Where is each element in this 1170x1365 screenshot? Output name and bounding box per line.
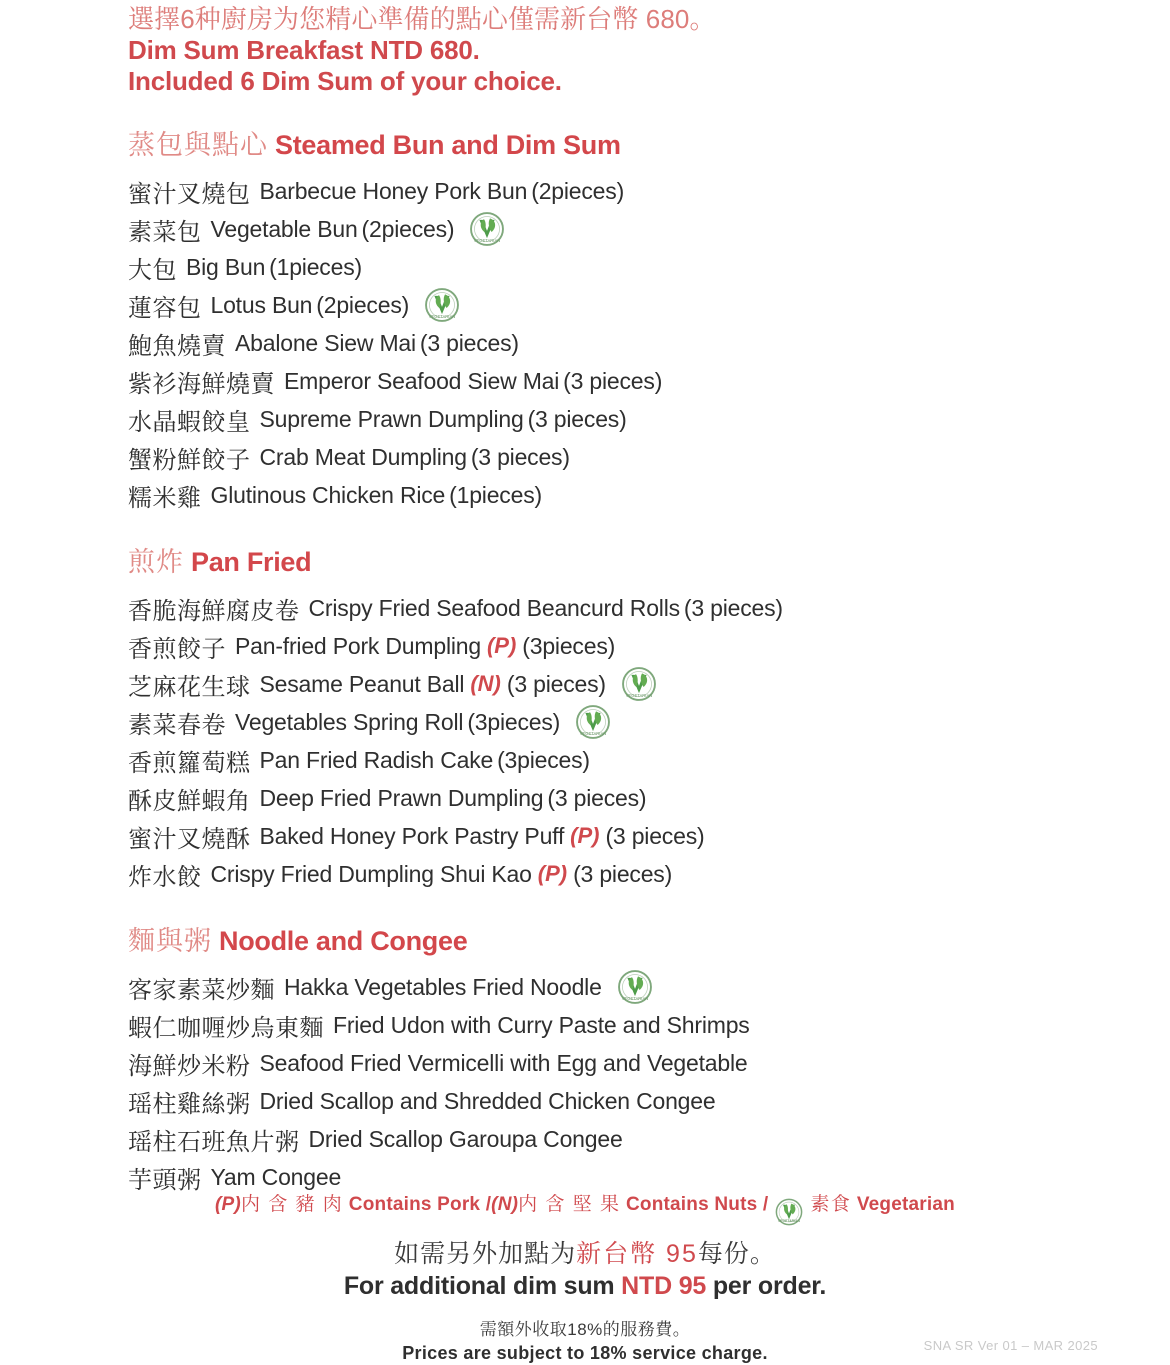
vegetarian-logo-icon (468, 210, 506, 248)
addl-cn-prefix: 如需另外加點为 (394, 1240, 577, 1268)
menu-item-english: Crispy Fried Dumpling Shui Kao (210, 860, 532, 887)
vegetarian-logo-icon (574, 703, 612, 741)
menu-item (128, 741, 1110, 779)
menu-item (128, 362, 1110, 400)
legend-nuts-tag: (N) (491, 1194, 519, 1216)
vegetarian-logo-icon (620, 665, 658, 703)
menu-item-chinese: 芝麻花生球 (128, 673, 251, 701)
menu-item (128, 817, 1110, 855)
menu-item-chinese: 香煎餃子 (128, 635, 226, 663)
menu-item-chinese: 大包 (128, 256, 177, 284)
menu-item-chinese: 蓮容包 (128, 294, 202, 322)
menu-item-allergen-tag: (N) (470, 671, 501, 696)
svg-text:VEGETARIAN: VEGETARIAN (474, 237, 501, 243)
menu-item-chinese: 鮑魚燒賣 (128, 332, 226, 360)
svg-text:VEGETARIAN: VEGETARIAN (778, 1219, 801, 1224)
menu-item-english: Vegetables Spring Roll (235, 708, 464, 735)
menu-item-quantity: (1pieces) (269, 253, 362, 280)
menu-item-chinese: 酥皮鮮蝦角 (128, 787, 251, 815)
menu-sections (60, 123, 1110, 1196)
menu-item-quantity: (3 pieces) (563, 367, 663, 394)
menu-item-english: Baked Honey Pork Pastry Puff (259, 822, 565, 849)
menu-section (60, 919, 1110, 1196)
menu-item-allergen-tag: (P) (570, 823, 600, 848)
menu-item (128, 438, 1110, 476)
menu-item (128, 779, 1110, 817)
menu-item (128, 589, 1110, 627)
menu-item-quantity: (3 pieces) (547, 784, 647, 811)
vegetarian-logo-icon (774, 1197, 804, 1227)
legend-separator-1: / (485, 1194, 492, 1216)
menu-item-english: Lotus Bun (210, 291, 313, 318)
menu-item-quantity: (3 pieces) (419, 329, 519, 356)
menu-item-quantity: (3 pieces) (506, 670, 606, 697)
menu-item (128, 627, 1110, 665)
menu-item-quantity: (3 pieces) (605, 822, 705, 849)
legend-pork-english: Contains Pork (348, 1194, 481, 1216)
menu-item-quantity: (2pieces) (316, 291, 410, 318)
menu-item (128, 1120, 1110, 1158)
intro-line-english-price: Dim Sum Breakfast NTD 680. (128, 35, 480, 65)
service-charge-english: Prices are subject to 18% service charge. (402, 1343, 768, 1363)
menu-section (60, 540, 1110, 893)
menu-item (128, 855, 1110, 893)
menu-item-quantity: (3pieces) (467, 708, 561, 735)
section-heading (128, 123, 1110, 162)
legend-separator-2: / (762, 1194, 769, 1216)
menu-item (128, 286, 1110, 324)
menu-item (128, 665, 1110, 703)
vegetarian-logo-icon (423, 286, 461, 324)
menu-item-chinese: 香脆海鮮腐皮卷 (128, 597, 300, 625)
menu-item-chinese: 蜜汁叉燒包 (128, 180, 251, 208)
section-heading-english: Noodle and Congee (219, 926, 468, 956)
menu-item (128, 248, 1110, 286)
section-heading-chinese: 麵與粥 (128, 926, 212, 956)
menu-item-chinese: 香煎籮萄糕 (128, 749, 251, 777)
menu-item-english: Supreme Prawn Dumpling (259, 405, 524, 432)
menu-item-english: Abalone Siew Mai (235, 329, 416, 356)
menu-item-quantity: (2pieces) (531, 177, 625, 204)
legend-veg-english: Vegetarian (856, 1194, 955, 1216)
menu-item-chinese: 炸水餃 (128, 863, 202, 891)
menu-item-english: Crispy Fried Seafood Beancurd Rolls (308, 594, 680, 621)
menu-item-english: Crab Meat Dumpling (259, 443, 467, 470)
menu-item-quantity: (3 pieces) (527, 405, 627, 432)
menu-item-chinese: 蟹粉鮮餃子 (128, 446, 251, 474)
menu-item-list (128, 589, 1110, 893)
menu-item-english: Dried Scallop and Shredded Chicken Congee (259, 1087, 716, 1114)
menu-footer (0, 1189, 1170, 1365)
additional-order-note-chinese (0, 1238, 1170, 1270)
document-version-code: SNA SR Ver 01 – MAR 2025 (923, 1338, 1098, 1353)
menu-item-chinese: 客家素菜炒麵 (128, 976, 275, 1004)
menu-item-english: Yam Congee (210, 1163, 342, 1190)
legend-nuts-chinese: 内 含 堅 果 (518, 1194, 621, 1216)
menu-item-english: Sesame Peanut Ball (259, 670, 465, 697)
menu-item-chinese: 芋頭粥 (128, 1166, 202, 1194)
menu-item (128, 400, 1110, 438)
legend-veg-chinese: 素食 (810, 1194, 852, 1216)
menu-item-english: Hakka Vegetables Fried Noodle (284, 973, 602, 1000)
addl-en-suffix: per order. (706, 1272, 827, 1300)
menu-item-english: Pan Fried Radish Cake (259, 746, 494, 773)
svg-text:VEGETARIAN: VEGETARIAN (621, 995, 648, 1001)
menu-item-quantity: (3pieces) (522, 632, 616, 659)
additional-order-note (0, 1238, 1170, 1303)
menu-item-allergen-tag: (P) (537, 861, 568, 886)
menu-item-chinese: 海鮮炒米粉 (128, 1052, 251, 1080)
menu-item-english: Pan-fried Pork Dumpling (235, 632, 481, 659)
menu-item (128, 1006, 1110, 1044)
menu-item (128, 172, 1110, 210)
section-heading (128, 540, 1110, 579)
menu-item-chinese: 紫衫海鮮燒賣 (128, 370, 275, 398)
section-heading-chinese: 煎炸 (128, 547, 184, 577)
section-heading (128, 919, 1110, 958)
menu-item-chinese: 蝦仁咖喱炒烏東麵 (128, 1014, 324, 1042)
menu-item (128, 1044, 1110, 1082)
legend-pork-chinese: 内 含 豬 肉 (240, 1194, 344, 1216)
menu-item-english: Fried Udon with Curry Paste and Shrimps (333, 1011, 750, 1038)
menu-item-english: Big Bun (186, 253, 266, 280)
menu-item-quantity: (3 pieces) (470, 443, 570, 470)
additional-order-note-english (0, 1270, 1170, 1303)
menu-item-english: Seafood Fried Vermicelli with Egg and Vegetable (259, 1049, 748, 1076)
menu-item-quantity: (3pieces) (497, 746, 590, 773)
menu-item (128, 1082, 1110, 1120)
legend-pork-tag: (P) (215, 1194, 241, 1216)
addl-cn-price: 新台幣 95 (576, 1240, 698, 1268)
menu-item-chinese: 水晶蝦餃皇 (128, 408, 251, 436)
menu-item-chinese: 糯米雞 (128, 484, 202, 512)
vegetarian-logo-icon (616, 968, 654, 1006)
intro-line-english-choice: Included 6 Dim Sum of your choice. (128, 66, 562, 96)
menu-item-quantity: (3 pieces) (573, 860, 673, 887)
menu-item (128, 210, 1110, 248)
menu-item-chinese: 素菜春卷 (128, 711, 226, 739)
menu-section (60, 123, 1110, 514)
intro-line-chinese: 選擇6种廚房为您精心準備的點心僅需新台幣 680。 (128, 4, 716, 34)
menu-item-english: Barbecue Honey Pork Bun (259, 177, 528, 204)
menu-item (128, 703, 1110, 741)
addl-en-prefix: For additional dim sum (343, 1272, 622, 1300)
section-heading-english: Pan Fried (191, 547, 312, 577)
menu-item-allergen-tag: (P) (486, 633, 517, 658)
menu-item (128, 324, 1110, 362)
menu-item-quantity: (2pieces) (361, 215, 455, 242)
menu-item-english: Deep Fried Prawn Dumpling (259, 784, 544, 811)
menu-item-english: Emperor Seafood Siew Mai (284, 367, 560, 394)
menu-item-quantity: (1pieces) (449, 481, 542, 508)
menu-item-english: Vegetable Bun (210, 215, 358, 242)
menu-item (128, 476, 1110, 514)
legend-nuts-english: Contains Nuts (625, 1194, 758, 1216)
menu-item-chinese: 素菜包 (128, 218, 202, 246)
svg-text:VEGETARIAN: VEGETARIAN (428, 313, 456, 319)
addl-en-price: NTD 95 (621, 1272, 707, 1300)
menu-item-chinese: 瑶柱石班魚片粥 (128, 1128, 300, 1156)
menu-item-list (128, 968, 1110, 1196)
menu-item-english: Glutinous Chicken Rice (210, 481, 446, 508)
menu-item (128, 968, 1110, 1006)
menu-item-list (128, 172, 1110, 514)
service-charge-chinese: 需額外收取18%的服務費。 (479, 1320, 691, 1339)
allergen-legend (0, 1189, 1170, 1224)
svg-text:VEGETARIAN: VEGETARIAN (579, 730, 607, 736)
intro-block (60, 0, 1110, 97)
section-heading-chinese: 蒸包與點心 (128, 130, 268, 160)
svg-text:VEGETARIAN: VEGETARIAN (625, 692, 653, 698)
menu-item-quantity: (3 pieces) (683, 594, 783, 621)
section-heading-english: Steamed Bun and Dim Sum (275, 130, 621, 160)
menu-item-english: Dried Scallop Garoupa Congee (308, 1125, 623, 1152)
menu-item-chinese: 蜜汁叉燒酥 (128, 825, 251, 853)
menu-item-chinese: 瑶柱雞絲粥 (128, 1090, 251, 1118)
addl-cn-suffix: 每份。 (697, 1240, 776, 1268)
